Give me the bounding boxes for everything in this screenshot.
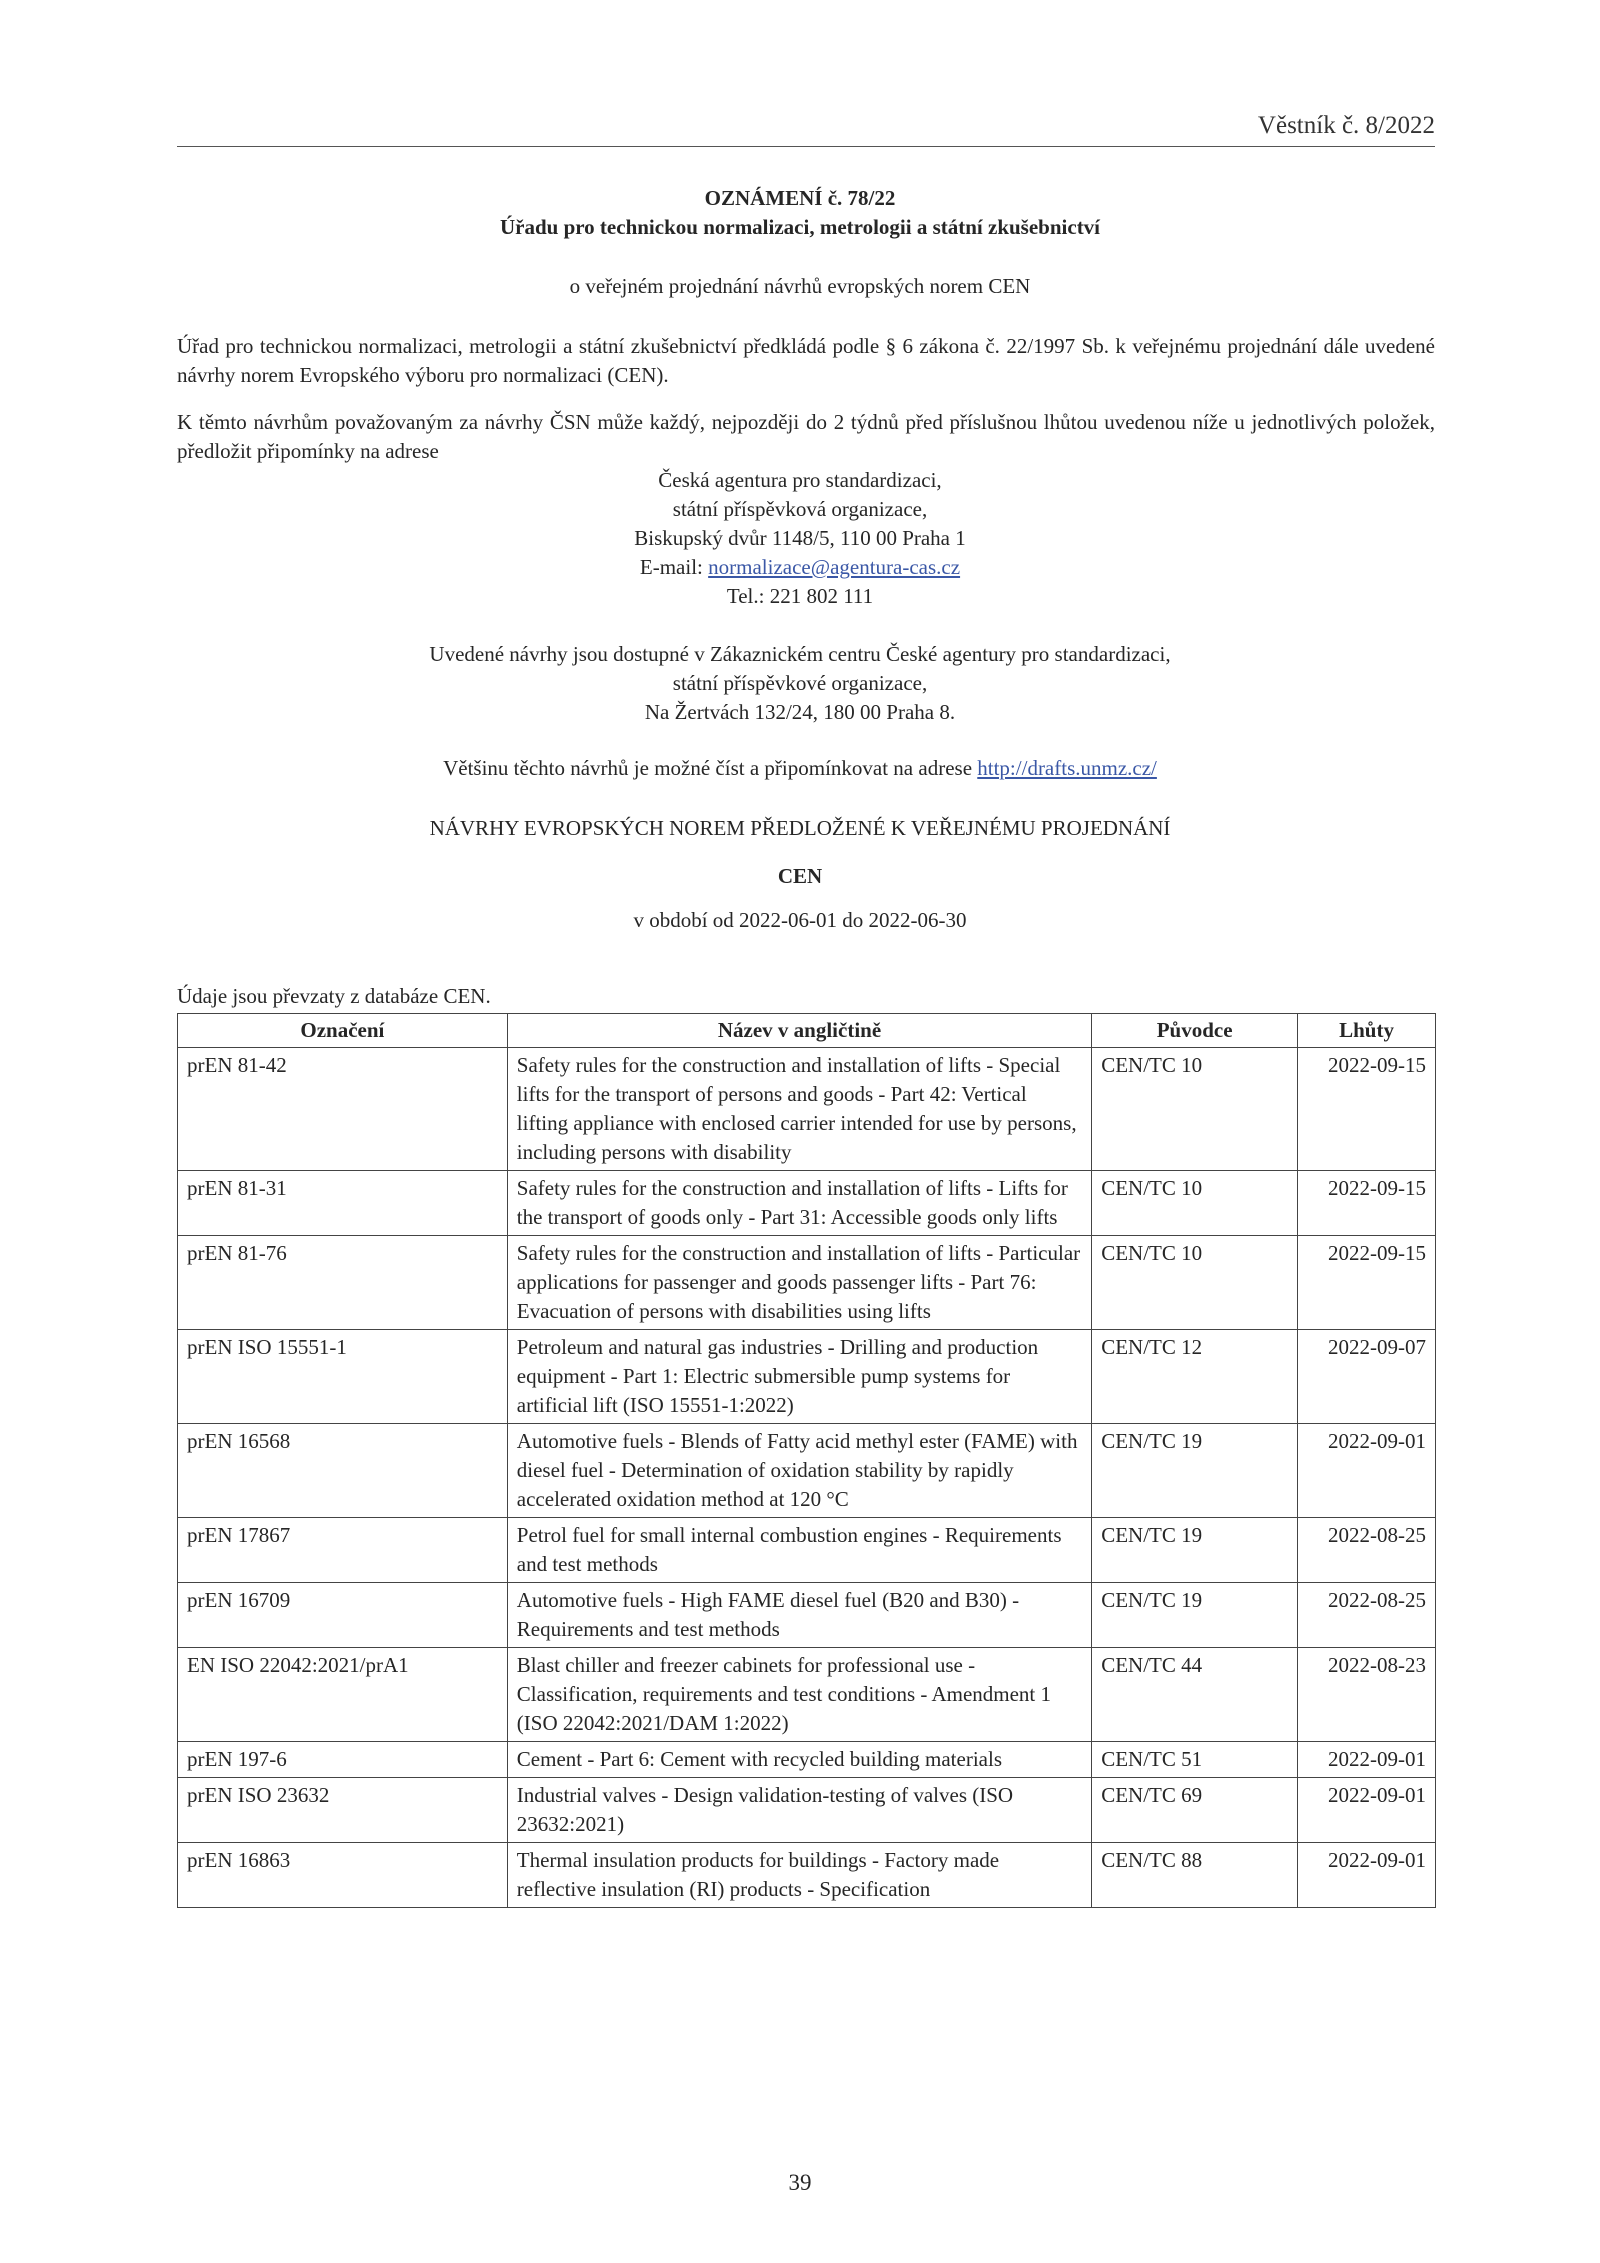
drafts-link[interactable]: http://drafts.unmz.cz/ [977,756,1157,780]
availability-line: státní příspěvkové organizace, [672,671,928,695]
cell-originator: CEN/TC 51 [1092,1742,1298,1778]
availability-block [0,640,1600,727]
cell-designation: prEN ISO 23632 [178,1778,508,1843]
column-header-title: Název v angličtině [507,1014,1091,1048]
email-label: E-mail: [639,555,709,579]
norms-table [177,1013,1436,1908]
table-row [178,1048,1436,1171]
cell-designation: prEN 81-76 [178,1236,508,1330]
cell-title: Blast chiller and freezer cabinets for professional use - Classification, requirements and test conditions - Amendment 1 (ISO 22042:2021/DAM 1:2022) [507,1648,1091,1742]
standards-body: CEN [777,864,823,888]
email-line [0,553,1600,582]
cell-originator: CEN/TC 19 [1092,1583,1298,1648]
cell-title: Industrial valves - Design validation-testing of valves (ISO 23632:2021) [507,1778,1091,1843]
cell-originator: CEN/TC 69 [1092,1778,1298,1843]
cell-originator: CEN/TC 10 [1092,1171,1298,1236]
cell-title: Safety rules for the construction and installation of lifts - Lifts for the transport of goods only - Part 31: Accessible goods only lifts [507,1171,1091,1236]
announcement-subject: o veřejném projednání návrhů evropských norem CEN [569,274,1031,298]
cell-title: Automotive fuels - High FAME diesel fuel (B20 and B30) - Requirements and test methods [507,1583,1091,1648]
cell-originator: CEN/TC 88 [1092,1843,1298,1908]
cell-deadline: 2022-09-01 [1298,1778,1436,1843]
drafts-note [0,756,1600,781]
cell-title: Petrol fuel for small internal combustion engines - Requirements and test methods [507,1518,1091,1583]
table-header-row [178,1014,1436,1048]
column-header-originator: Původce [1092,1014,1298,1048]
cell-deadline: 2022-09-07 [1298,1330,1436,1424]
cell-title: Automotive fuels - Blends of Fatty acid methyl ester (FAME) with diesel fuel - Determination of oxidation stability by rapidly accelerated oxidation method at 120 °C [507,1424,1091,1518]
cell-designation: prEN 16863 [178,1843,508,1908]
availability-line: Na Žertvách 132/24, 180 00 Praha 8. [644,700,956,724]
address-block [0,466,1600,611]
intro-paragraph: Úřad pro technickou normalizaci, metrologii a státní zkušebnictví předkládá podle § 6 zákona č. 22/1997 Sb. k veřejnému projednání dále uvedené návrhy norem Evropského výboru pro normalizaci (CEN). [177,334,1435,387]
cell-title: Cement - Part 6: Cement with recycled building materials [507,1742,1091,1778]
cell-originator: CEN/TC 19 [1092,1424,1298,1518]
announcement-issuer: Úřadu pro technickou normalizaci, metrologii a státní zkušebnictví [499,215,1101,239]
table-row [178,1518,1436,1583]
cell-deadline: 2022-09-01 [1298,1424,1436,1518]
table-row [178,1778,1436,1843]
table-row [178,1330,1436,1424]
phone-line: Tel.: 221 802 111 [726,584,874,608]
cell-originator: CEN/TC 10 [1092,1236,1298,1330]
table-row [178,1742,1436,1778]
cell-designation: prEN 81-42 [178,1048,508,1171]
column-header-deadline: Lhůty [1298,1014,1436,1048]
cell-designation: prEN 17867 [178,1518,508,1583]
cell-originator: CEN/TC 10 [1092,1048,1298,1171]
cell-deadline: 2022-08-25 [1298,1583,1436,1648]
cell-deadline: 2022-09-01 [1298,1843,1436,1908]
cell-designation: prEN 81-31 [178,1171,508,1236]
cell-title: Safety rules for the construction and installation of lifts - Particular applications for passenger and goods passenger lifts - Part 76: Evacuation of persons with disabilities using lifts [507,1236,1091,1330]
section-heading: NÁVRHY EVROPSKÝCH NOREM PŘEDLOŽENÉ K VEŘEJNÉMU PROJEDNÁNÍ [429,816,1171,840]
cell-title: Safety rules for the construction and installation of lifts - Special lifts for the transport of persons and goods - Part 42: Vertical lifting appliance with enclosed carrier intended for use by persons, including persons with disability [507,1048,1091,1171]
cell-originator: CEN/TC 12 [1092,1330,1298,1424]
cell-deadline: 2022-09-15 [1298,1171,1436,1236]
period: v období od 2022-06-01 do 2022-06-30 [633,908,967,932]
table-row [178,1648,1436,1742]
source-note: Údaje jsou převzaty z databáze CEN. [177,984,491,1008]
address-line: Biskupský dvůr 1148/5, 110 00 Praha 1 [634,526,966,550]
email-link[interactable]: normalizace@agentura-cas.cz [708,555,961,579]
announcement-title: OZNÁMENÍ č. 78/22 [704,186,896,210]
page-number: 39 [788,2170,812,2195]
journal-issue: Věstník č. 8/2022 [1257,112,1435,139]
cell-designation: prEN 16568 [178,1424,508,1518]
cell-deadline: 2022-08-23 [1298,1648,1436,1742]
cell-originator: CEN/TC 19 [1092,1518,1298,1583]
cell-deadline: 2022-08-25 [1298,1518,1436,1583]
cell-deadline: 2022-09-01 [1298,1742,1436,1778]
address-line: Česká agentura pro standardizaci, [658,468,942,492]
cell-deadline: 2022-09-15 [1298,1048,1436,1171]
table-row [178,1424,1436,1518]
availability-line: Uvedené návrhy jsou dostupné v Zákaznickém centru České agentury pro standardizaci, [429,642,1171,666]
drafts-text: Většinu těchto návrhů je možné číst a připomínkovat na adrese [443,756,978,780]
cell-deadline: 2022-09-15 [1298,1236,1436,1330]
cell-designation: EN ISO 22042:2021/prA1 [178,1648,508,1742]
table-row [178,1236,1436,1330]
table-row [178,1583,1436,1648]
table-row [178,1843,1436,1908]
cell-designation: prEN ISO 15551-1 [178,1330,508,1424]
table-row [178,1171,1436,1236]
comments-paragraph: K těmto návrhům považovaným za návrhy ČSN může každý, nejpozději do 2 týdnů před příslušnou lhůtou uvedenou níže u jednotlivých položek, předložit připomínky na adrese [177,410,1435,463]
cell-designation: prEN 16709 [178,1583,508,1648]
cell-title: Petroleum and natural gas industries - Drilling and production equipment - Part 1: Electric submersible pump systems for artificial lift (ISO 15551-1:2022) [507,1330,1091,1424]
cell-title: Thermal insulation products for buildings - Factory made reflective insulation (RI) products - Specification [507,1843,1091,1908]
column-header-designation: Označení [178,1014,508,1048]
cell-originator: CEN/TC 44 [1092,1648,1298,1742]
address-line: státní příspěvková organizace, [672,497,928,521]
cell-designation: prEN 197-6 [178,1742,508,1778]
header-rule [177,146,1435,147]
